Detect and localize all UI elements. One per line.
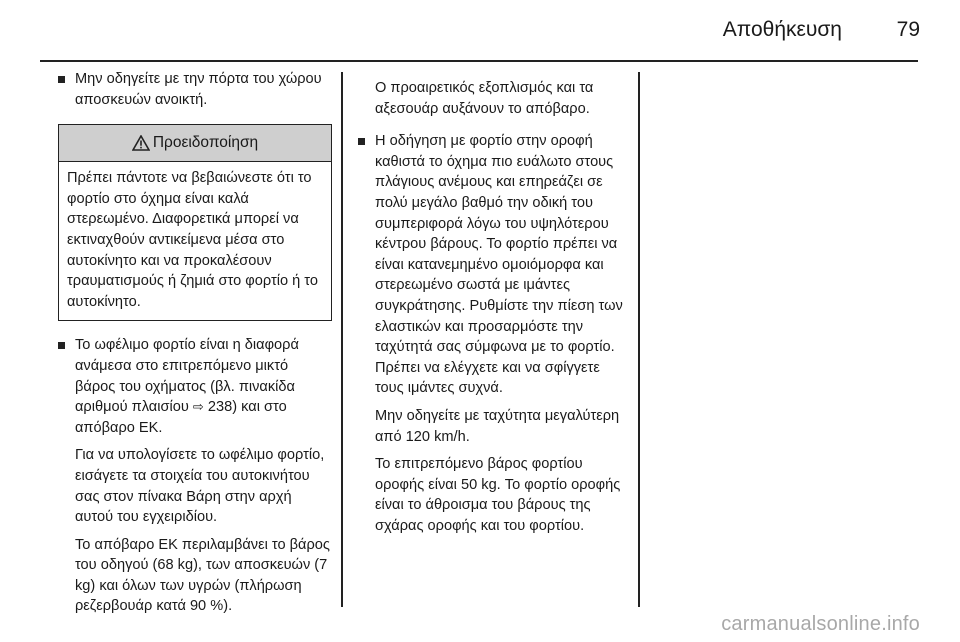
paragraph: Το επιτρεπόμενο βάρος φορτίου οροφής είναι 50 kg. Το φορτίο οροφής είναι το άθροισμα του βάρους της σχάρας οροφής και του φορτίου. [375,456,621,534]
list-item [358,131,632,399]
bullet-text-post: ) και στο απόβαρο ΕΚ. [75,399,287,436]
watermark: carmanualsonline.info [721,613,920,635]
bullet-text: Μην οδηγείτε με την πόρτα του χώρου αποσκευών ανοικτή. [75,71,322,108]
right-column [358,78,632,536]
warning-triangle-icon [132,135,150,151]
paragraph: Το απόβαρο ΕΚ περιλαμβάνει το βάρος του οδηγού (68 kg), των αποσκευών (7 kg) και όλων των υγρών (πλήρωση ρεζερβουάρ κατά 90 %). [75,536,330,615]
left-column [58,69,332,617]
list-item [58,335,332,438]
bullet-square-icon [58,342,65,349]
header-rule [40,60,918,62]
page-reference-arrow-icon: ⇨ [192,399,204,415]
column-divider-right [638,72,640,607]
bullet-text: Η οδήγηση με φορτίο στην οροφή καθιστά το όχημα πιο ευάλωτο στους πλάγιους ανέμους και επηρεάζει σε πολύ μεγάλο βαθμό την οδική του συμπεριφορά λόγω του υψηλότερου κέντρου βάρους. Το φορτίο πρέπει να είναι κατανεμημένο ομοιόμορφα και στερεωμένο σωστά με ιμάντες συγκράτησης. Ρυθμίστε την πίεση των ελαστικών και προσαρμόστε την ταχύτητά σας σύμφωνα με το φορτίο. Πρέπει να ελέγχετε και να σφίγγετε τους ιμάντες συχνά. [375,133,623,397]
page-number: 79 [896,18,920,41]
bullet-square-icon [358,138,365,145]
page-reference-link[interactable]: 238 [207,399,233,416]
list-item [58,69,332,110]
warning-header [59,125,331,162]
warning-body [59,162,331,320]
paragraph: Για να υπολογίσετε το ωφέλιμο φορτίο, εισάγετε τα στοιχεία του αυτοκινήτου σας στον πίνακα Βάρη στην αρχή αυτού του εγχειριδίου. [75,447,325,526]
warning-title: Προειδοποίηση [152,133,259,151]
bullet-text-pre: Το ωφέλιμο φορτίο είναι η διαφορά ανάμεσα στο επιτρεπόμενο μικτό βάρος του οχήματος (βλ. πινακίδα αριθμού πλαισίου [75,337,299,416]
paragraph: Ο προαιρετικός εξοπλισμός και τα αξεσουάρ αυξάνουν το απόβαρο. [375,80,594,117]
warning-box [58,124,332,321]
column-divider-left [341,72,343,607]
page-header-title: Αποθήκευση [722,18,842,41]
bullet-square-icon [58,76,65,83]
paragraph: Μην οδηγείτε με ταχύτητα μεγαλύτερη από 120 km/h. [375,407,620,445]
warning-text: Πρέπει πάντοτε να βεβαιώνεστε ότι το φορτίο στο όχημα είναι καλά στερεωμένο. Διαφορετικά μπορεί να εκτιναχθούν αντικείμενα μέσα στο αυτοκίνητο και να προκαλέσουν τραυματισμούς ή ζημιά στο φορτίο ή το αυτοκίνητο. [67,170,318,310]
